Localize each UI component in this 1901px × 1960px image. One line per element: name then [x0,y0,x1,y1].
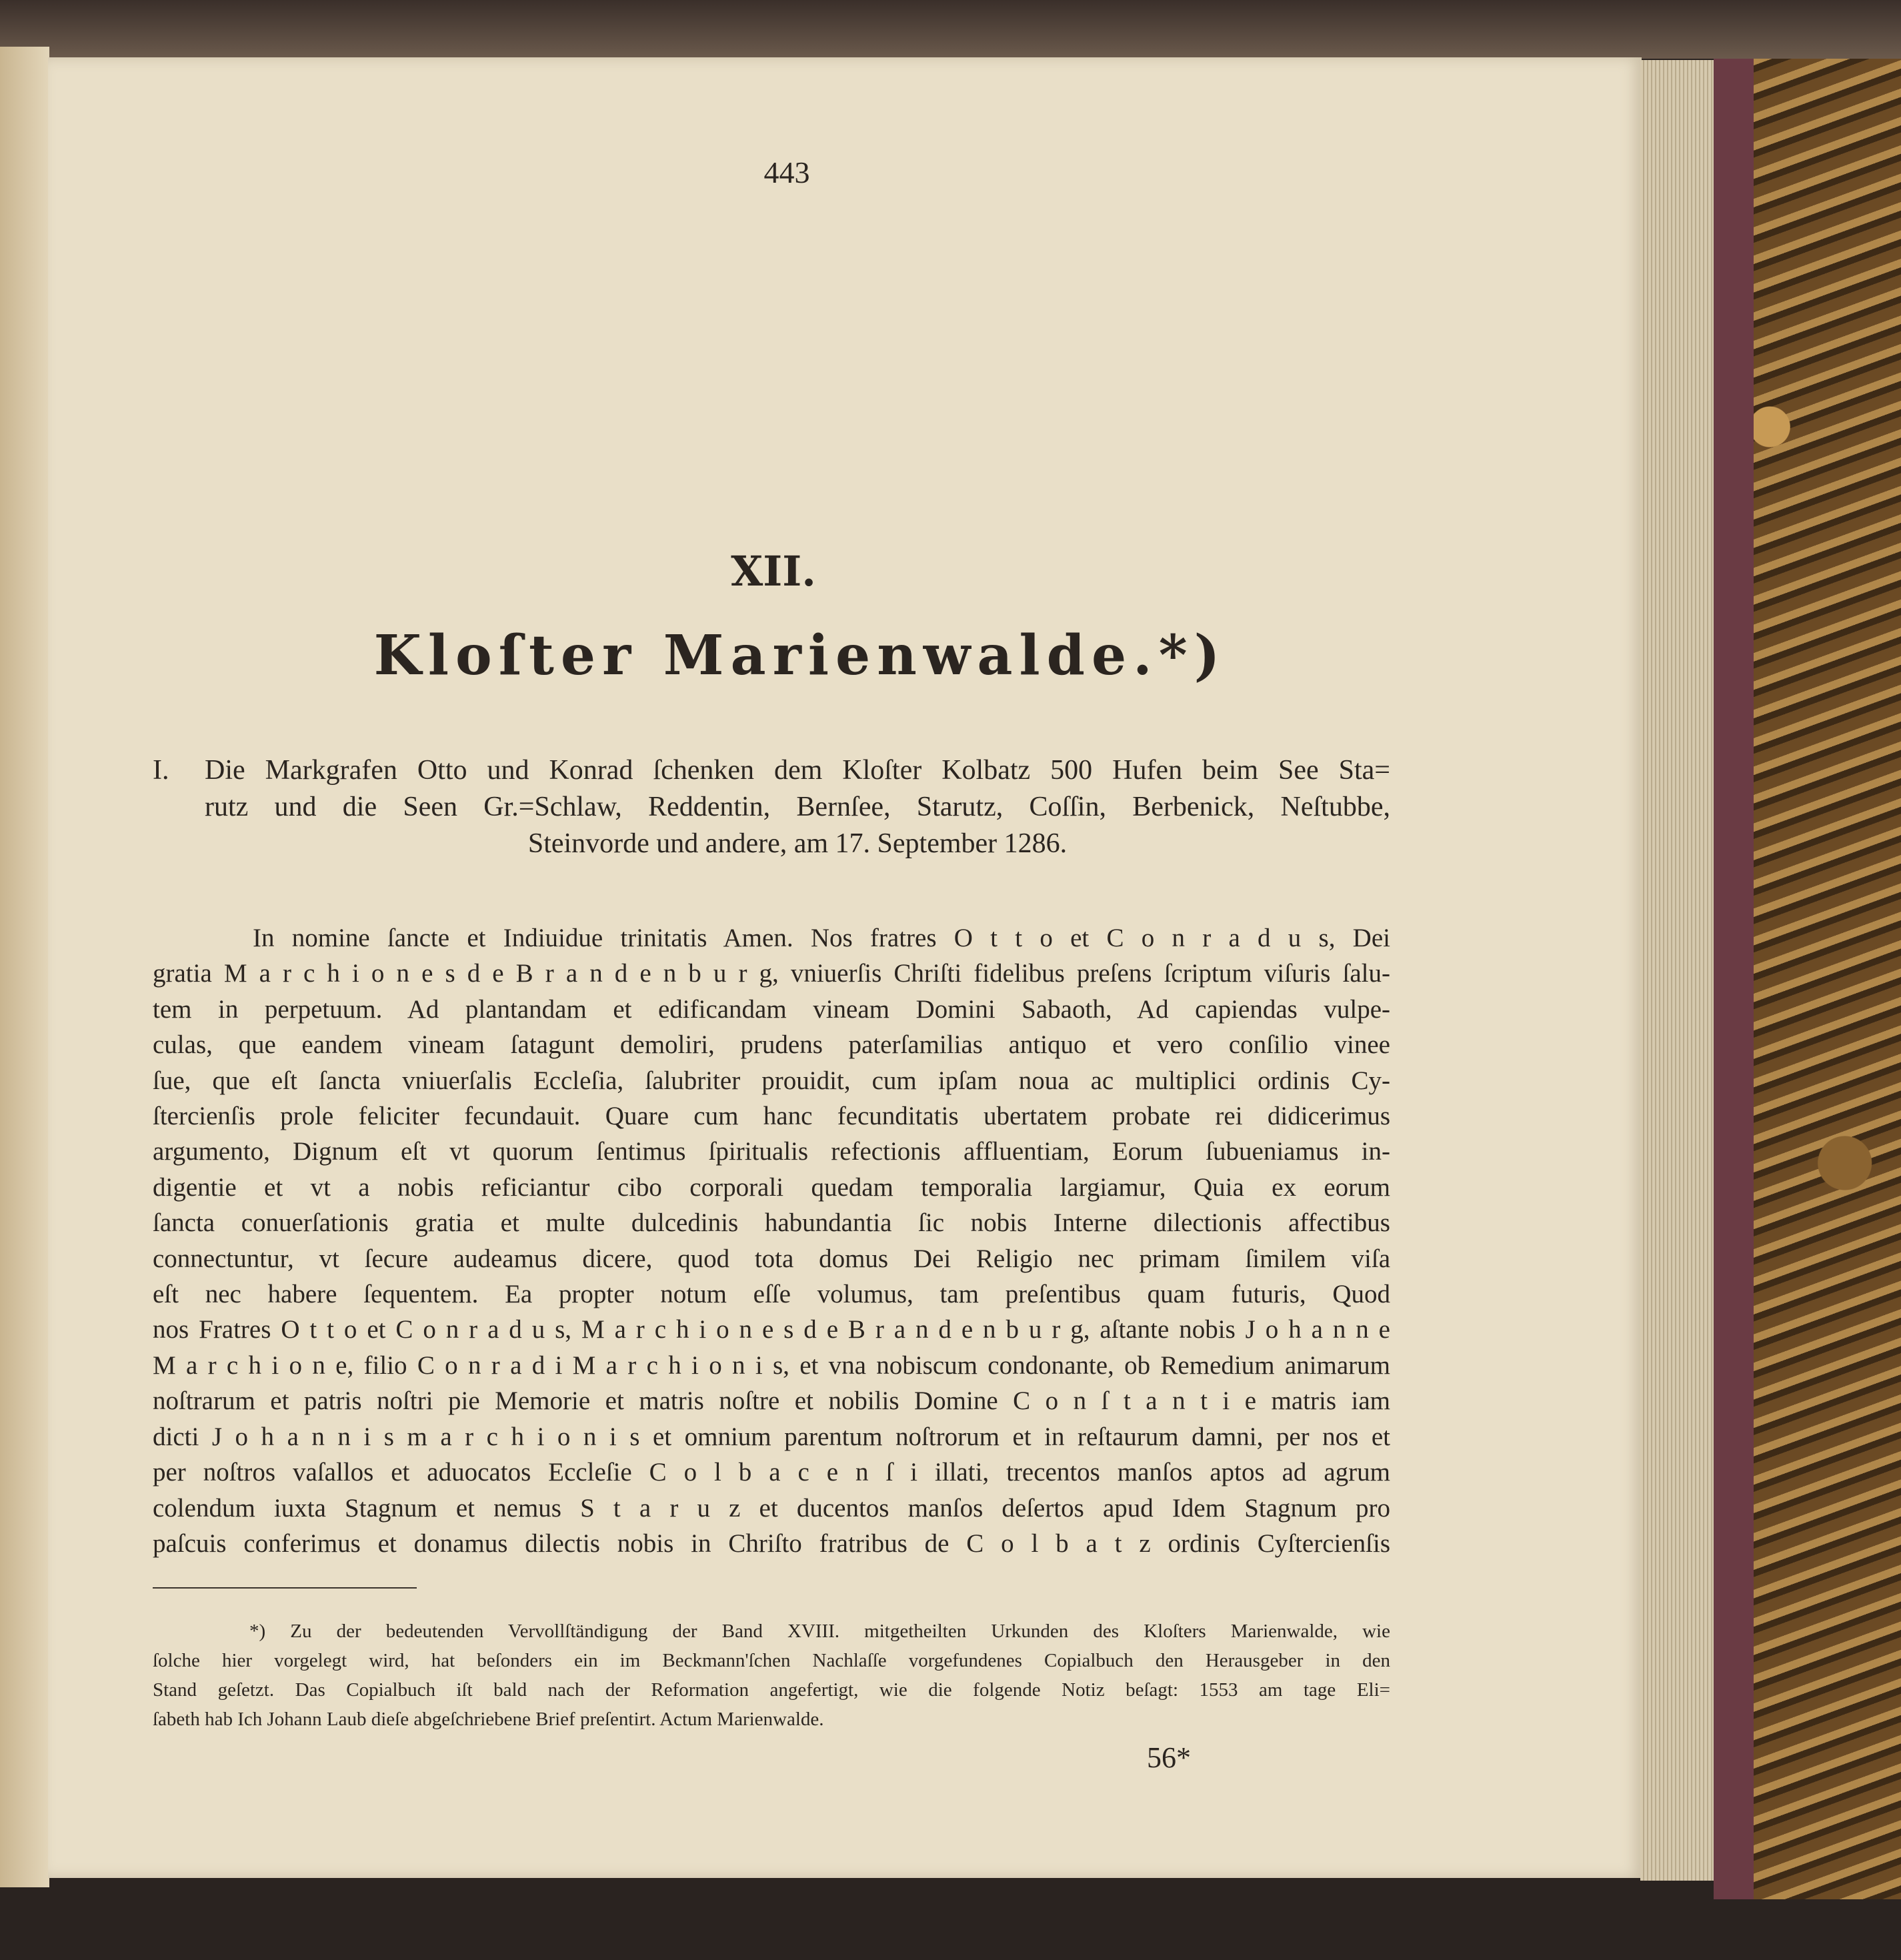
body-line: tem in perpetuum. Ad plantandam et edificandam vineam Domini Sabaoth, Ad capiendas vulpe- [153,994,1390,1024]
section-heading-line: Die Markgrafen Otto und Konrad ſchenken dem Kloſter Kolbatz 500 Hufen beim See Sta= [205,755,1390,786]
chapter-title: Kloſter Marienwalde.*) [373,624,1227,688]
cover-spine-strip [1714,59,1754,1899]
page-stack-edges [1640,60,1714,1881]
footnote-rule [153,1587,417,1589]
footnote-line: ſabeth hab Ich Johann Laub dieſe abgeſchriebene Brief preſentirt. Actum Marienwalde. [153,1709,824,1730]
section-heading-line: rutz und die Seen Gr.=Schlaw, Reddentin, Bernſee, Starutz, Coſſin, Berbenick, Neſtubbe, [205,792,1390,822]
body-line: noſtrarum et patris noſtri pie Memorie et matris noſtre et nobilis Domine C o n ſ t a n t i e matris iam [153,1386,1390,1416]
signature-mark: 56* [1147,1741,1191,1774]
body-line: paſcuis conferimus et donamus dilectis nobis in Chriſto fratribus de C o l b a t z ordinis Cyſtercienſis [153,1529,1390,1558]
body-line: colendum iuxta Stagnum et nemus S t a r u z et ducentos manſos deſertos apud Idem Stagnum pro [153,1493,1390,1523]
body-line: nos Fratres O t t o et C o n r a d u s, M a r c h i o n e s d e B r a n d e n b u r g, aſtante nobis J o h a n n e [153,1315,1390,1344]
footnote [153,1617,1390,1734]
body-line: ſancta conuerſationis gratia et multe dulcedinis habundantia ſic nobis Interne dilectionis affectibus [153,1208,1390,1238]
body-line: digentie et vt a nobis reficiantur cibo corporali quedam temporalia largiamur, Quia ex eorum [153,1172,1390,1202]
body-line: ſtercienſis prole feliciter fecundauit. Quare cum hanc fecunditatis ubertatem probate rei didicerimus [153,1102,1390,1131]
section-heading-line: Steinvorde und andere, am 17. September 1286. [527,828,1068,859]
footnote-line: Stand geſetzt. Das Copialbuch iſt bald nach der Reformation angefertigt, wie die folgende Notiz beſagt: 1553 am tage Eli= [153,1679,1390,1701]
page-number: 443 [763,155,810,189]
body-line: argumento, Dignum eſt vt quorum ſentimus ſpiritualis refectionis affluentiam, Eorum ſubueniamus in- [153,1137,1390,1166]
body-line: eſt nec habere ſequentem. Ea propter notum eſſe volumus, tam preſentibus quam futuris, Quod [153,1280,1390,1309]
body-line: culas, que eandem vineam ſatagunt demoliri, prudens paterſamilias antiquo et vero conſilio vinee [153,1030,1390,1060]
body-line: ſue, que eſt ſancta vniuerſalis Eccleſia, ſalubriter prouidit, cum ipſam noua ac multiplici ordinis Cy- [153,1066,1390,1095]
body-line: M a r c h i o n e, filio C o n r a d i M a r c h i o n i s, et vna nobiscum condonante, ob Remedium animarum [153,1350,1390,1380]
footnote-line: *) Zu der bedeutenden Vervollſtändigung der Band XVIII. mitgetheilten Urkunden des Kloſters Marienwalde, wie [249,1621,1390,1642]
body-line: gratia M a r c h i o n e s d e B r a n d e n b u r g, vniuerſis Chriſti fidelibus preſens ſcriptum viſuris ſalu- [153,959,1390,988]
body-line: dicti J o h a n n i s m a r c h i o n i s et omnium parentum noſtrorum et in reſtaurum damni, per nos et [153,1422,1390,1451]
section-number: I. [153,755,169,786]
body-line: In nomine ſancte et Indiuidue trinitatis Amen. Nos fratres O t t o et C o n r a d u s, Dei [253,924,1390,952]
footnote-line: ſolche hier vorgelegt wird, hat beſonders ein im Beckmann'ſchen Nachlaſſe vorgefundenes Copialbuch den Herausgeber in den [153,1650,1390,1671]
body-text [153,920,1390,1561]
chapter-number: XII. [731,547,816,596]
body-line: per noſtros vaſallos et aduocatos Eccleſie C o l b a c e n ſ i illati, trecentos manſos aptos ad agrum [153,1458,1390,1487]
facing-page-edge [0,47,49,1887]
section-heading [153,752,1390,862]
body-line: connectuntur, vt ſecure audeamus dicere, quod tota domus Dei Religio nec primam ſimilem viſa [153,1244,1390,1273]
book-top-edge [0,0,1901,59]
